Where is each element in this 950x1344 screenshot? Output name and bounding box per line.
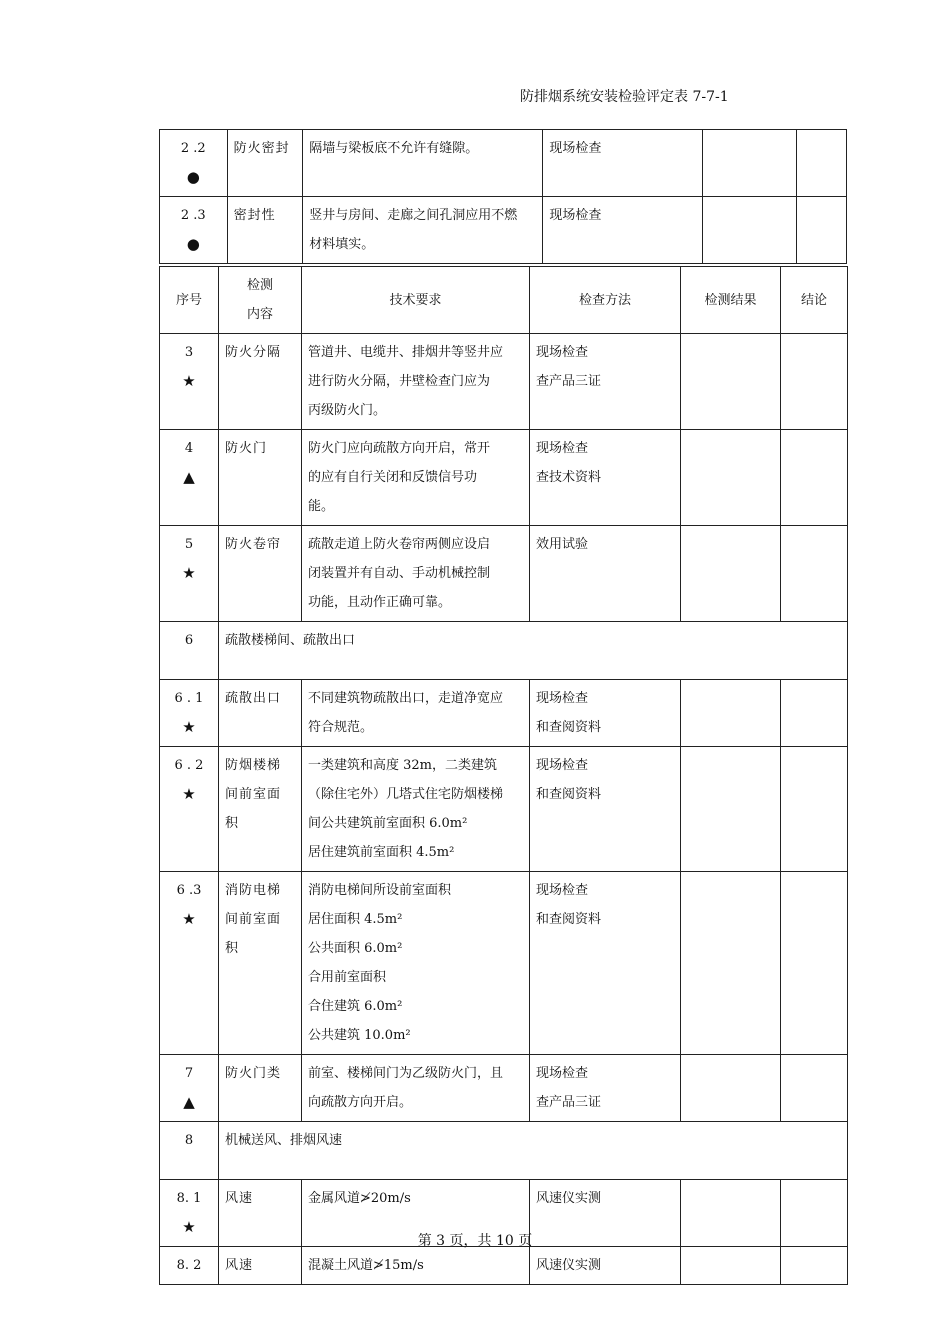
table-row: [160, 680, 848, 747]
importance-mark-icon: ★: [182, 372, 196, 390]
section-title: 机械送风、排烟风速: [219, 1122, 848, 1180]
table-row: [160, 872, 848, 1055]
item-cell: [219, 747, 302, 872]
section-number: 6: [160, 622, 219, 680]
requirement-line: 管道井、电缆井、排烟井等竖井应: [308, 345, 504, 360]
item-line: 防火卷帘: [225, 537, 282, 552]
page-footer: 第 3 页，共 10 页: [417, 1233, 533, 1249]
table-row: [160, 334, 848, 430]
requirement-cell: [302, 334, 530, 430]
row-number-cell: [160, 1055, 219, 1122]
method-line: 现场检查: [536, 1066, 589, 1081]
row-number: 7: [184, 1066, 194, 1081]
method-line: 现场检查: [549, 208, 602, 223]
requirement-line: 隔墙与梁板底不允许有缝隙。: [309, 141, 479, 156]
result-cell: [681, 526, 781, 622]
row-number: 8. 2: [176, 1258, 202, 1273]
method-line: 效用试验: [536, 537, 589, 552]
table-row: [160, 197, 847, 264]
item-cell: [219, 526, 302, 622]
conclusion-cell: [781, 334, 848, 430]
result-cell: [681, 1247, 781, 1285]
section-row: [160, 1122, 848, 1180]
requirement-line: （除住宅外）几塔式住宅防烟楼梯: [308, 787, 504, 802]
requirement-line: 间公共建筑前室面积 6.0m²: [308, 816, 468, 831]
row-number: 6 .3: [176, 883, 202, 898]
row-number: 3: [184, 345, 194, 360]
conclusion-cell: [781, 430, 848, 526]
requirement-line: 不同建筑物疏散出口，走道净宽应: [308, 691, 504, 706]
requirement-line: 混凝土风道≯15m/s: [308, 1258, 424, 1273]
conclusion-cell: [781, 526, 848, 622]
requirement-line: 能。: [308, 499, 335, 514]
row-number-cell: [160, 334, 219, 430]
row-number-cell: [160, 872, 219, 1055]
row-number-cell: [160, 526, 219, 622]
requirement-line: 材料填实。: [309, 237, 375, 252]
requirement-line: 闭装置并有自动、手动机械控制: [308, 566, 491, 581]
row-number-cell: [160, 680, 219, 747]
result-cell: [681, 430, 781, 526]
document-title: 防排烟系统安装检验评定表 7-7-1: [520, 89, 729, 105]
requirement-line: 防火门应向疏散方向开启，常开: [308, 441, 491, 456]
item-line: 消防电梯: [225, 883, 282, 898]
header-item-line2: 内容: [246, 307, 273, 322]
table-row: [160, 430, 848, 526]
conclusion-cell: [781, 747, 848, 872]
item-cell: 防火密封: [227, 130, 303, 197]
importance-mark-icon: ★: [182, 718, 196, 736]
method-line: 现场检查: [536, 758, 589, 773]
header-item: [219, 267, 302, 334]
method-line: 查技术资料: [536, 470, 602, 485]
method-cell: [530, 747, 681, 872]
row-number: 6 . 2: [174, 758, 204, 773]
method-cell: [530, 680, 681, 747]
method-cell: [543, 197, 702, 264]
table-row: [160, 130, 847, 197]
method-line: 查产品三证: [536, 374, 602, 389]
header-item-line1: 检测: [246, 278, 273, 293]
method-line: 风速仪实测: [536, 1191, 602, 1206]
section-number: 8: [160, 1122, 219, 1180]
requirement-line: 功能，且动作正确可靠。: [308, 595, 452, 610]
requirement-line: 的应有自行关闭和反馈信号功: [308, 470, 478, 485]
row-number-cell: [160, 747, 219, 872]
method-line: 和查阅资料: [536, 720, 602, 735]
item-line: 防烟楼梯: [225, 758, 282, 773]
row-number: 2 .3: [180, 208, 206, 223]
table-row: [160, 747, 848, 872]
requirement-line: 居住面积 4.5m²: [308, 912, 403, 927]
importance-mark-icon: ▲: [183, 1093, 195, 1111]
row-number-cell: [160, 197, 228, 264]
method-line: 现场检查: [536, 691, 589, 706]
header-conclusion: 结论: [781, 267, 848, 334]
item-cell: [219, 430, 302, 526]
result-cell: [702, 130, 796, 197]
row-number-cell: [160, 130, 228, 197]
item-cell: [219, 872, 302, 1055]
requirement-line: 竖井与房间、走廊之间孔洞应用不燃: [309, 208, 518, 223]
header-method: 检查方法: [530, 267, 681, 334]
table-row: [160, 1055, 848, 1122]
method-line: 现场检查: [536, 883, 589, 898]
header-no: 序号: [160, 267, 219, 334]
conclusion-cell: [781, 872, 848, 1055]
item-line: 防火门: [225, 441, 268, 456]
section-row: [160, 622, 848, 680]
method-cell: [530, 526, 681, 622]
requirement-line: 消防电梯间所设前室面积: [308, 883, 452, 898]
item-line: 间前室面: [225, 787, 282, 802]
item-line: 积: [225, 816, 240, 831]
method-line: 和查阅资料: [536, 912, 602, 927]
importance-mark-icon: ★: [182, 910, 196, 928]
method-line: 和查阅资料: [536, 787, 602, 802]
method-line: 现场检查: [536, 441, 589, 456]
row-number: 2 .2: [180, 141, 206, 156]
row-number: 4: [184, 441, 194, 456]
importance-mark-icon: ★: [182, 1218, 196, 1236]
importance-mark-icon: ★: [182, 785, 196, 803]
requirement-cell: [302, 747, 530, 872]
method-line: 现场检查: [536, 345, 589, 360]
requirement-line: 前室、楼梯间门为乙级防火门，且: [308, 1066, 504, 1081]
requirement-cell: [302, 526, 530, 622]
method-cell: [530, 334, 681, 430]
main-table: [159, 266, 848, 1285]
result-cell: [681, 334, 781, 430]
table-row: [160, 526, 848, 622]
conclusion-cell: [781, 680, 848, 747]
item-line: 防火分隔: [225, 345, 282, 360]
requirement-line: 公共建筑 10.0m²: [308, 1028, 411, 1043]
result-cell: [681, 872, 781, 1055]
table-row: [160, 1247, 848, 1285]
row-number: 5: [184, 537, 194, 552]
conclusion-cell: [781, 1055, 848, 1122]
item-line: 间前室面: [225, 912, 282, 927]
header-result: 检测结果: [681, 267, 781, 334]
result-cell: [681, 1055, 781, 1122]
requirement-line: 一类建筑和高度 32m，二类建筑: [308, 758, 498, 773]
requirement-line: 疏散走道上防火卷帘两侧应设启: [308, 537, 491, 552]
requirement-cell: [303, 197, 543, 264]
method-line: 风速仪实测: [536, 1258, 602, 1273]
requirement-line: 合用前室面积: [308, 970, 387, 985]
requirement-cell: [303, 130, 543, 197]
requirement-cell: [302, 430, 530, 526]
item-cell: [219, 334, 302, 430]
method-cell: [530, 430, 681, 526]
item-line: 积: [225, 941, 240, 956]
conclusion-cell: [781, 1247, 848, 1285]
conclusion-cell: [796, 197, 846, 264]
item-cell: [219, 680, 302, 747]
requirement-line: 居住建筑前室面积 4.5m²: [308, 845, 455, 860]
requirement-line: 金属风道≯20m/s: [308, 1191, 411, 1206]
row-number: 6 . 1: [174, 691, 204, 706]
requirement-cell: [302, 1247, 530, 1285]
requirement-line: 进行防火分隔，井壁检查门应为: [308, 374, 491, 389]
result-cell: [681, 747, 781, 872]
method-cell: [530, 1055, 681, 1122]
method-line: 现场检查: [549, 141, 602, 156]
method-cell: [530, 872, 681, 1055]
section-title: 疏散楼梯间、疏散出口: [219, 622, 848, 680]
importance-mark-icon: ●: [186, 168, 200, 186]
method-cell: [543, 130, 702, 197]
importance-mark-icon: ▲: [183, 468, 195, 486]
item-cell: [219, 1055, 302, 1122]
item-line: 疏散出口: [225, 691, 282, 706]
conclusion-cell: [796, 130, 846, 197]
requirement-cell: [302, 872, 530, 1055]
requirement-line: 合住建筑 6.0m²: [308, 999, 403, 1014]
result-cell: [681, 680, 781, 747]
requirement-line: 符合规范。: [308, 720, 374, 735]
requirement-cell: [302, 1055, 530, 1122]
item-line: 防火门类: [225, 1066, 282, 1081]
importance-mark-icon: ★: [182, 564, 196, 582]
result-cell: [702, 197, 796, 264]
item-line: 风速: [225, 1191, 254, 1206]
requirement-cell: [302, 680, 530, 747]
item-cell: 密封性: [227, 197, 303, 264]
top-table: [159, 129, 847, 264]
method-cell: [530, 1247, 681, 1285]
item-line: 风速: [225, 1258, 254, 1273]
requirement-line: 公共面积 6.0m²: [308, 941, 403, 956]
header-requirement: 技术要求: [302, 267, 530, 334]
requirement-line: 向疏散方向开启。: [308, 1095, 413, 1110]
item-cell: [219, 1247, 302, 1285]
row-number-cell: [160, 1247, 219, 1285]
row-number-cell: [160, 430, 219, 526]
method-line: 查产品三证: [536, 1095, 602, 1110]
importance-mark-icon: ●: [186, 235, 200, 253]
row-number: 8. 1: [176, 1191, 202, 1206]
requirement-line: 丙级防火门。: [308, 403, 387, 418]
